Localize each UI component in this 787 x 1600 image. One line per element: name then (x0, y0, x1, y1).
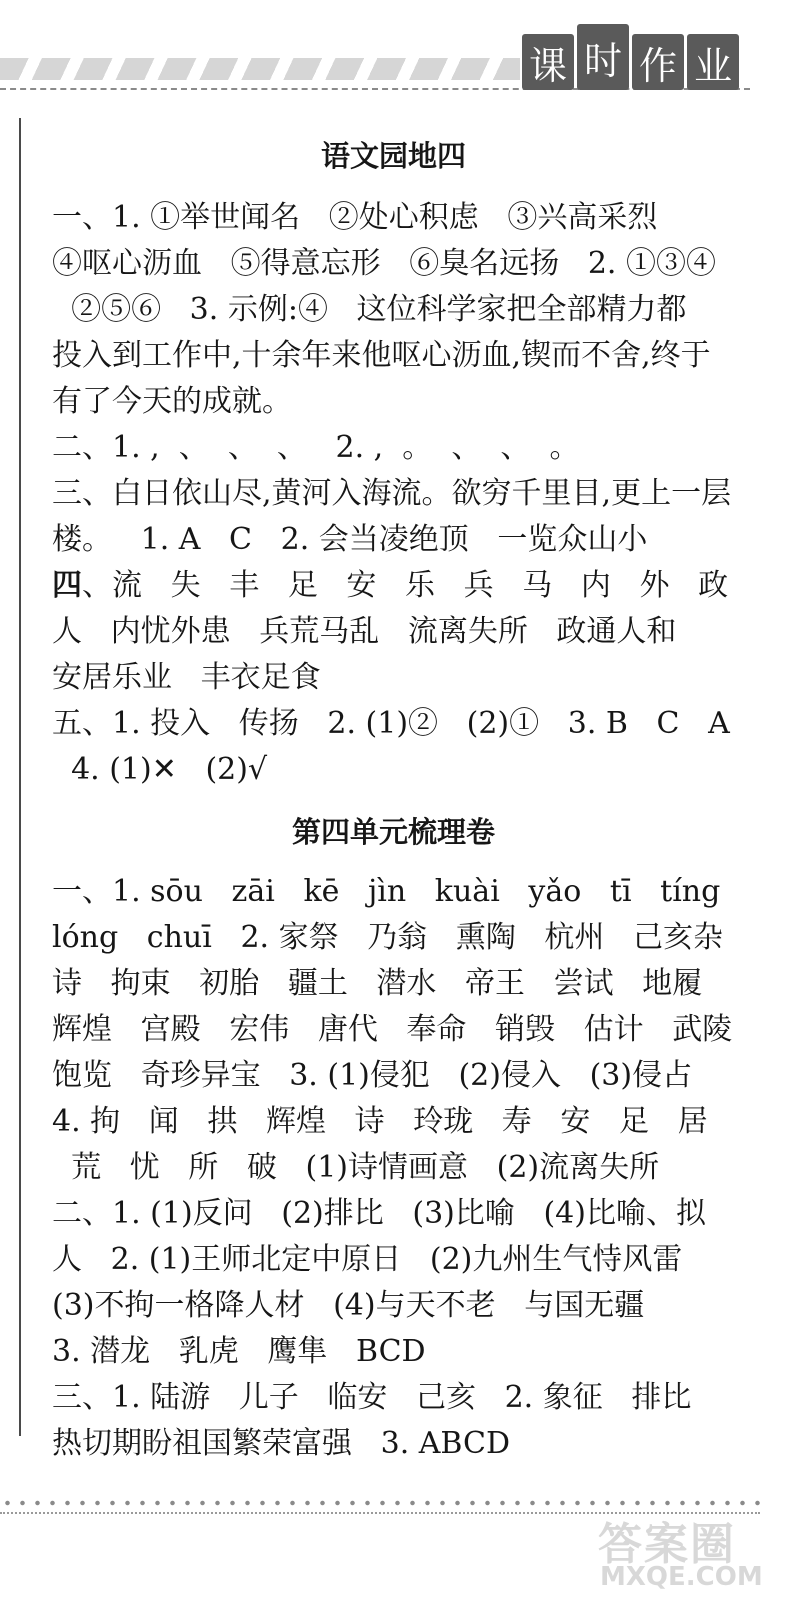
watermark-brand: 答案圈 (598, 1519, 736, 1570)
s1-line-11: 安居乐业 丰衣足食 (52, 660, 321, 695)
footer-dotted-rule (0, 1498, 760, 1508)
s2-line-4: 辉煌 宫殿 宏伟 唐代 奉命 销毁 估计 武陵 (52, 1012, 733, 1047)
s1-line-12: 五、1. 投入 传扬 2. (1)② (2)① 3. B C A (52, 706, 730, 741)
s1-line-7: 三、白日依山尽,黄河入海流。欲穷千里目,更上一层 (52, 476, 732, 511)
s2-line-9: 人 2. (1)王师北定中原日 (2)九州生气恃风雷 (52, 1242, 683, 1277)
s1-line-6: 二、1. , 、 、 、 2. , 。 、 、 。 (52, 430, 580, 465)
section2-title: 第四单元梳理卷 (291, 815, 495, 849)
s1-line-2: ④呕心沥血 ⑤得意忘形 ⑥臭名远扬 2. ①③④ (52, 246, 716, 281)
s2-line-11: 3. 潜龙 乳虎 鹰隼 BCD (52, 1334, 426, 1369)
s1-line-1: 一、1. ①举世闻名 ②处心积虑 ③兴高采烈 (52, 200, 658, 235)
s1-line-13: 4. (1)✕ (2)√ (52, 752, 268, 787)
s2-line-6: 4. 拘 闻 拱 辉煌 诗 玲珑 寿 安 足 居 (52, 1104, 708, 1139)
s1-line-10: 人 内忧外患 兵荒马乱 流离失所 政通人和 (52, 614, 677, 649)
section1-title: 语文园地四 (320, 139, 466, 173)
badge-char-2: 时 (577, 24, 629, 90)
s1-line-9 (52, 566, 728, 606)
s2-line-3: 诗 拘束 初胎 疆土 潜水 帝王 尝试 地履 (52, 966, 703, 1001)
header-badge (522, 22, 750, 90)
s1-line-3: ②⑤⑥ 3. 示例:④ 这位科学家把全部精力都 (52, 292, 687, 327)
s2-line-2: lóng chuī 2. 家祭 乃翁 熏陶 杭州 己亥杂 (52, 920, 724, 955)
s2-line-10: (3)不拘一格降人材 (4)与天不老 与国无疆 (52, 1288, 645, 1323)
s2-line-5: 饱览 奇珍异宝 3. (1)侵犯 (2)侵入 (3)侵占 (52, 1058, 693, 1093)
badge-char-4: 业 (687, 34, 739, 90)
s1-line-9-label: 四 (52, 568, 82, 603)
s2-line-13: 热切期盼祖国繁荣富强 3. ABCD (52, 1426, 511, 1461)
badge-char-3: 作 (632, 34, 684, 90)
s2-line-7: 荒 忧 所 破 (1)诗情画意 (2)流离失所 (52, 1150, 660, 1185)
s2-line-1: 一、1. sōu zāi kē jìn kuài yǎo tī tíng (52, 874, 721, 909)
s1-line-4: 投入到工作中,十余年来他呕心沥血,锲而不舍,终于 (52, 338, 711, 373)
s1-line-8: 楼。 1. A C 2. 会当凌绝顶 一览众山小 (52, 522, 648, 557)
header-stripe (0, 58, 520, 80)
badge-char-1: 课 (522, 34, 574, 90)
watermark-url: MXQE.COM (600, 1562, 763, 1592)
s2-line-12: 三、1. 陆游 儿子 临安 己亥 2. 象征 排比 (52, 1380, 692, 1415)
s1-line-9-text: 、流 失 丰 足 安 乐 兵 马 内 外 政 (82, 568, 729, 603)
s1-line-5: 有了今天的成就。 (52, 384, 292, 419)
left-margin-rule (19, 118, 21, 1436)
s2-line-8: 二、1. (1)反问 (2)排比 (3)比喻 (4)比喻、拟 (52, 1196, 706, 1231)
